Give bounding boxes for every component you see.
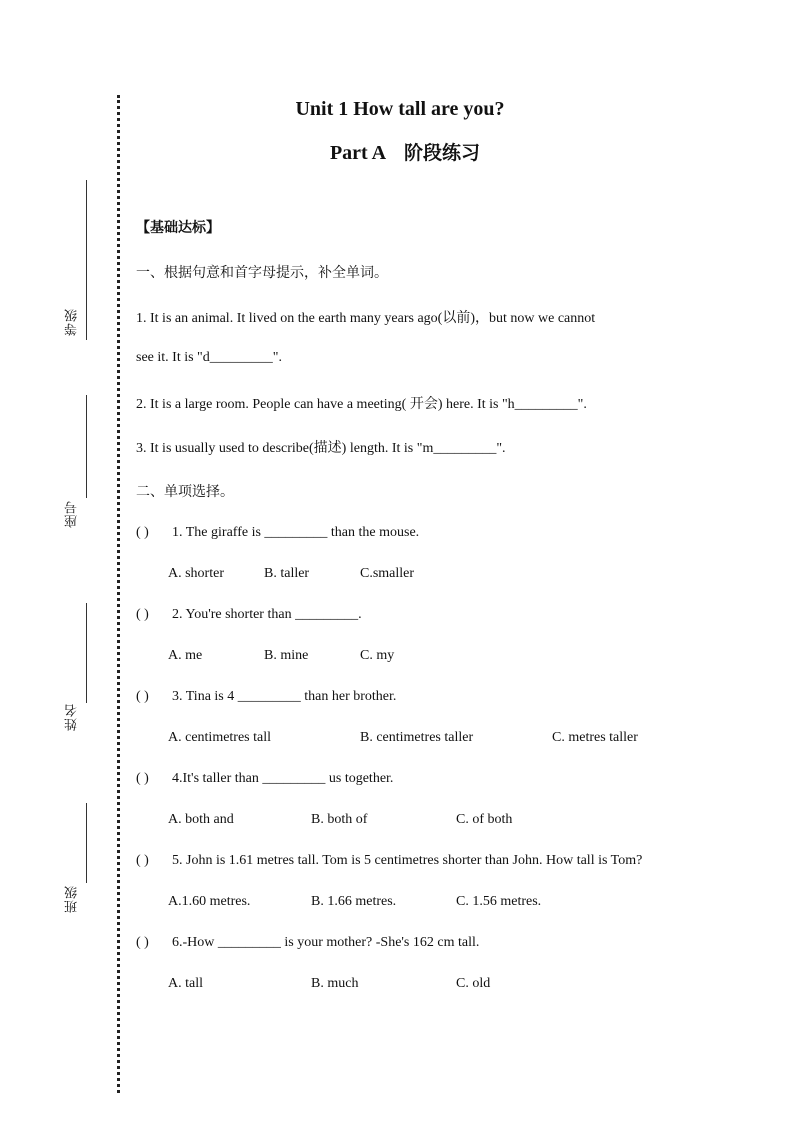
answer-blank[interactable]: ( ) (136, 689, 149, 704)
section-tag: 【基础达标】 (136, 220, 220, 236)
option-c: C.smaller (360, 566, 415, 581)
seat-label: 座号 (65, 500, 80, 528)
answer-blank[interactable]: ( ) (136, 935, 149, 950)
mc-question-6 (136, 935, 479, 951)
name-label: 姓名 (65, 703, 80, 731)
option-a: A. shorter (168, 566, 224, 581)
subtitle-exercise: 阶段练习 (404, 142, 481, 164)
name-field (62, 603, 102, 733)
question-stem: 6.-How _________ is your mother? -She's 162 cm tall. (172, 935, 480, 950)
option-b: B. taller (264, 566, 310, 581)
option-c: C. metres taller (552, 730, 638, 745)
grade-label: 等级 (65, 308, 80, 336)
seat-blank[interactable] (86, 395, 87, 498)
class-label: 班级 (65, 885, 80, 913)
grade-field (62, 180, 102, 340)
question-stem: 5. John is 1.61 metres tall. Tom is 5 centimetres shorter than John. How tall is Tom? (172, 853, 643, 868)
grade-blank[interactable] (86, 180, 87, 340)
option-a: A. centimetres tall (168, 730, 272, 745)
mc-question-4 (136, 771, 393, 787)
class-blank[interactable] (86, 803, 87, 883)
option-a: A. both and (168, 812, 234, 827)
class-field (62, 803, 102, 918)
mc-question-3 (136, 689, 396, 705)
part1-q2: 2. It is a large room. People can have a meeting( 开会) here. It is "h_________". (136, 397, 587, 412)
question-stem: 2. You're shorter than _________. (172, 607, 362, 622)
part2-heading: 二、单项选择。 (136, 484, 234, 500)
part1-heading: 一、根据句意和首字母提示，补全单词。 (136, 265, 388, 281)
option-c: C. my (360, 648, 395, 663)
part1-q3: 3. It is usually used to describe(描述) length. It is "m_________". (136, 441, 506, 456)
question-stem: 1. The giraffe is _________ than the mouse. (172, 525, 420, 540)
answer-blank[interactable]: ( ) (136, 525, 149, 540)
option-b: B. mine (264, 648, 309, 663)
answer-blank[interactable]: ( ) (136, 771, 149, 786)
option-b: B. centimetres taller (360, 730, 474, 745)
option-b: B. 1.66 metres. (311, 894, 397, 909)
page-subtitle (205, 138, 605, 165)
mc-question-2 (136, 607, 362, 623)
part1-q1-line2: see it. It is "d_________". (136, 350, 282, 365)
option-c: C. old (456, 976, 491, 991)
option-b: B. much (311, 976, 359, 991)
option-c: C. 1.56 metres. (456, 894, 542, 909)
option-b: B. both of (311, 812, 368, 827)
option-a: A. tall (168, 976, 203, 991)
option-c: C. of both (456, 812, 513, 827)
binding-dotted-line (117, 95, 120, 1093)
name-blank[interactable] (86, 603, 87, 703)
mc-question-1 (136, 525, 419, 541)
option-a: A. me (168, 648, 203, 663)
part1-q1-line1: 1. It is an animal. It lived on the earth many years ago(以前)，but now we cannot (136, 311, 596, 326)
mc-question-5 (136, 853, 642, 869)
page-title: Unit 1 How tall are you? (295, 98, 505, 120)
answer-blank[interactable]: ( ) (136, 607, 149, 622)
seat-field (62, 395, 102, 530)
question-stem: 3. Tina is 4 _________ than her brother. (172, 689, 397, 704)
question-stem: 4.It's taller than _________ us together. (172, 771, 394, 786)
answer-blank[interactable]: ( ) (136, 853, 149, 868)
subtitle-part: Part A (329, 142, 387, 164)
option-a: A.1.60 metres. (168, 894, 251, 909)
